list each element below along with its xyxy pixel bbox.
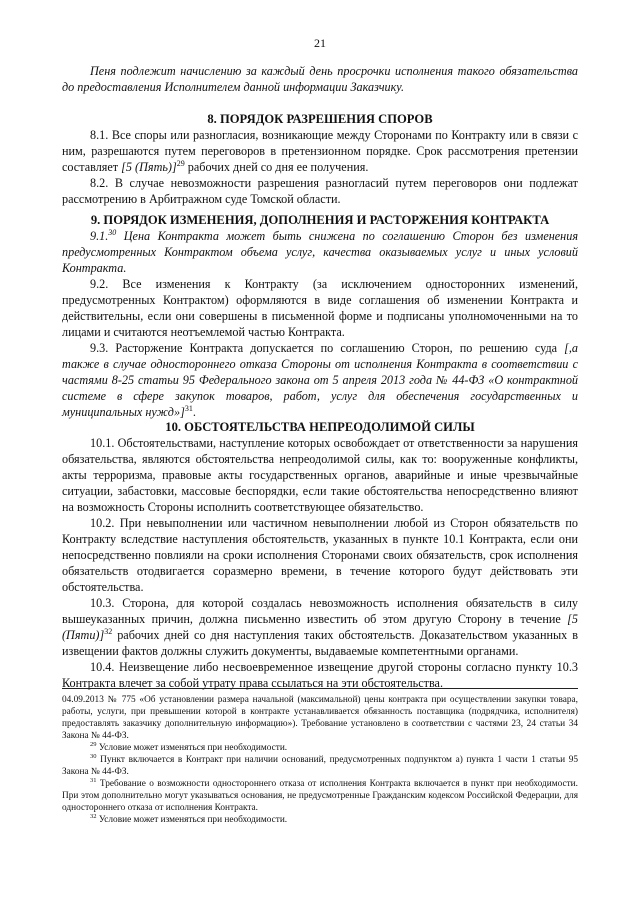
clause-8-2: 8.2. В случае невозможности разрешения разногласий путем переговоров они подлежат рассмотрению в Арбитражном суде Томской области. (62, 176, 578, 206)
footnote-continuation: 04.09.2013 № 775 «Об установлении размера начальной (максимальной) цены контракта при осуществлении закупки товара, работы, услуги, при превышении которой в контракте устанавливается обязанность поставщика (подрядчика, исполнителя) предоставлять заказчику дополнительную информацию»). Требование установлено в соответствии с частями 23, 24 статьи 34 Закона № 44-ФЗ. (62, 695, 578, 741)
page-number: 21 (314, 36, 326, 50)
footnote-29: $^{29}$ Условие может изменяться при необходимости. (90, 740, 288, 753)
clause-10-1: 10.1. Обстоятельствами, наступление которых освобождает от ответственности за нарушения обязательства, являются обстоятельства непреодолимой силы, как то: вооруженные конфликты, акты терроризма, правовые акты государственных органов, аварийные и иные чрезвычайные ситуации, забастовки, массовые беспорядки, если такие обстоятельства непосредственно влияют на возможность Стороны исполнить соответствующее обязательство. (62, 436, 578, 514)
section-8-heading: 8. ПОРЯДОК РАЗРЕШЕНИЯ СПОРОВ (207, 112, 433, 126)
footnote-ref-30[interactable]: 30 (108, 227, 117, 237)
clause-10-2: 10.2. При невыполнении или частичном невыполнении любой из Сторон обязательств по Контракту вследствие наступления обстоятельств, указанных в пункте 10.1 Контракта, если они непосредственно повлияли на сроки исполнения Сторонами своих обязательств, срок исполнения обязательств отодвигается соразмерно времени, в течение которого будут действовать эти обстоятельства. (62, 516, 578, 594)
clause-10-3: 10.3. Сторона, для которой создалась невозможность исполнения обязательств в силу вышеуказанных причин, должна письменно известить об этом другую Сторону в течение [5 (Пяти)]$^{32}$ рабочих дней со дня наступления таких обстоятельств. Доказательством указанных в извещении фактов должны служить документы, выдаваемые компетентными органами. (62, 596, 578, 658)
penalty-intro (62, 63, 578, 95)
footnote-separator (62, 688, 578, 689)
footnote-31: $^{31}$ Требование о возможности одностороннего отказа от исполнения Контракта включается в пункт при необходимости. При этом дополнительно могут указываться основания, не предусмотренные Гражданским кодексом Российской Федерации, для одностороннего отказа от исполнения Контракта. (62, 776, 578, 813)
clause-9-3: 9.3. Расторжение Контракта допускается по соглашению Сторон, по решению суда [,а также в случае одностороннего отказа Стороны от исполнения Контракта в соответствии с частями 8-25 статьи 95 Федерального закона от 5 апреля 2013 года № 44-ФЗ «О контрактной системе в сфере закупок товаров, работ, услуг для обеспечения государственных и муниципальных нужд»]$^{31}$. (62, 341, 578, 419)
footnote-32: $^{32}$ Условие может изменяться при необходимости. (90, 812, 288, 825)
footnote-ref-32[interactable]: 32 (104, 626, 113, 636)
footnotes (62, 694, 578, 826)
section-10-heading: 10. ОБСТОЯТЕЛЬСТВА НЕПРЕОДОЛИМОЙ СИЛЫ (165, 420, 475, 434)
unilateral-refusal-text: [,а также в случае одностороннего отказа Стороны от исполнения Контракта в соответствии с частями 8-25 статьи 95 Федерального закона от 5 апреля 2013 года № 44-ФЗ «О контрактной системе в сфере закупок товаров, работ, услуг для обеспечения государственных и муниципальных нужд»] (62, 341, 578, 419)
clause-9-2: 9.2. Все изменения к Контракту (за исключением односторонних изменений, предусмотренных Контрактом) оформляются в виде соглашения об изменении Контракта и действительны, если они совершены в письменной форме и подписаны уполномоченными на то лицами и считаются неотъемлемой частью Контракта. (62, 277, 578, 339)
footnote-ref-31[interactable]: 31 (184, 403, 193, 413)
term-5-days: [5 (Пять)] (121, 160, 177, 174)
clause-8-1: 8.1. Все споры или разногласия, возникающие между Сторонами по Контракту или в связи с ним, разрешаются путем переговоров в претензионном порядке. Срок рассмотрения претензии составляет [5 (Пять)]$^{29}$ рабочих дней со дня ее получения. (62, 128, 578, 174)
section-8 (62, 111, 578, 207)
intro-paragraph: Пеня подлежит начислению за каждый день просрочки исполнения такого обязательства до предоставления Исполнителем данной информации Заказчику. (62, 64, 578, 94)
section-10 (62, 419, 578, 691)
clause-10-4: 10.4. Неизвещение либо несвоевременное извещение другой стороны согласно пункту 10.3 Контракта влечет за собой утрату права ссылаться на эти обстоятельства. (62, 660, 578, 690)
footnote-ref-29[interactable]: 29 (176, 158, 185, 168)
term-5-days-notice: [5 (Пяти)] (62, 612, 578, 642)
clause-9-1: 9.1.30 Цена Контракта может быть снижена по соглашению Сторон без изменения предусмотренных Контрактом объема услуг, качества оказываемых услуг и иных условий Контракта. (62, 227, 578, 275)
footnote-30: $^{30}$ Пункт включается в Контракт при наличии оснований, предусмотренных подпунктом а) пункта 1 части 1 статьи 95 Закона № 44-ФЗ. (62, 752, 578, 777)
section-9 (62, 212, 578, 420)
section-9-heading: 9. ПОРЯДОК ИЗМЕНЕНИЯ, ДОПОЛНЕНИЯ И РАСТОРЖЕНИЯ КОНТРАКТА (90, 213, 550, 227)
